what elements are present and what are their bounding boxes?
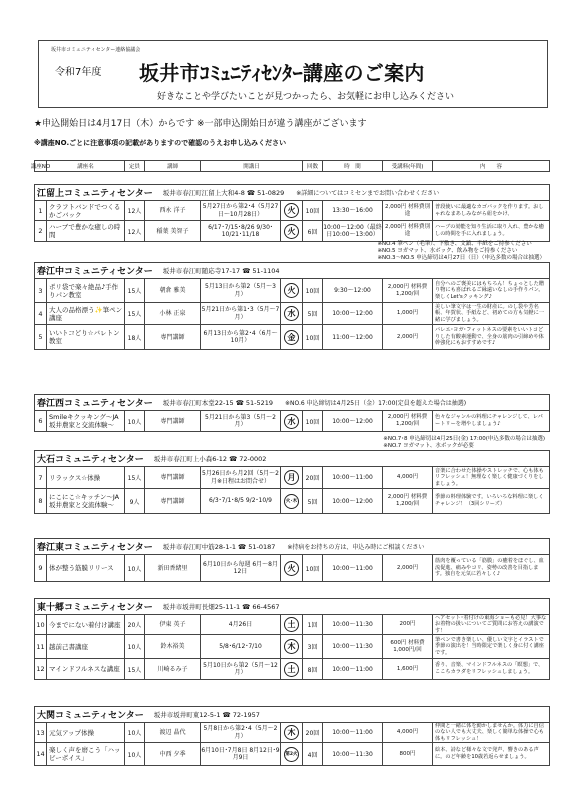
course-teacher: 専門講師 bbox=[145, 489, 201, 513]
course-period: 4月26日 bbox=[201, 615, 281, 634]
center-section-header bbox=[35, 395, 549, 411]
center-name: 春江中コミュニティセンター bbox=[37, 267, 153, 277]
course-fee: 2,000円 材料費別途 bbox=[383, 221, 433, 241]
center-name: 春江西コミュニティセンター bbox=[37, 399, 153, 409]
weekday-circle: 第2火 bbox=[284, 747, 299, 762]
col-capacity: 定員 bbox=[125, 161, 145, 171]
weekday-circle: 水 bbox=[284, 306, 299, 321]
weekday-circle: 火･木 bbox=[284, 494, 299, 509]
weekday-circle: 月 bbox=[284, 470, 299, 485]
center-section bbox=[34, 538, 550, 582]
course-number: 13 bbox=[35, 723, 47, 742]
center-note: ※持病をお持ちの方は、申込み時にご相談ください bbox=[287, 544, 425, 551]
center-name: 大関コミュニティセンター bbox=[37, 711, 144, 721]
center-address: 坂井市春江町本堂22-15 ☎ 51-5219 bbox=[162, 399, 274, 407]
page-title: 坂井市ｺﾐｭﾆﾃｨｾﾝﾀｰ講座のご案内 bbox=[139, 61, 425, 85]
course-name: 大人の品格漂う✨筆ペン講座 bbox=[47, 303, 125, 324]
course-number: 2 bbox=[35, 221, 47, 241]
page-subtitle: 好きなことや学びたいことが見つかったら、お気軽にお申し込みください bbox=[157, 92, 455, 102]
course-fee: 2,000円 bbox=[383, 555, 433, 581]
weekday-circle: 木 bbox=[284, 725, 299, 740]
course-period: 5月21日から第1･3（5月～7月） bbox=[201, 303, 281, 324]
weekday-circle: 水 bbox=[284, 414, 299, 429]
course-name: 体が整う筋膜リリース bbox=[47, 555, 125, 581]
weekday-circle: 火 bbox=[284, 283, 299, 298]
course-number: 10 bbox=[35, 615, 47, 634]
course-period: 6/3･7/1･8/5 9/2･10/9 bbox=[201, 489, 281, 513]
course-period: 5月10日から第2（5月～12月） bbox=[201, 659, 281, 679]
course-description: 筆ペンで書き楽しい、優しい文字とイラストで季節の演出を！当時限定で楽しく身に付く講座です。 bbox=[435, 636, 544, 656]
weekday-circle: 火 bbox=[284, 224, 299, 239]
course-fee: 4,000円 bbox=[383, 467, 433, 488]
course-session-count: 3回 bbox=[303, 635, 323, 658]
center-note-line: ※NO.3～NO.5 申込締切は4月27日（日）（申込多数の場合は抽選） bbox=[377, 255, 545, 261]
center-address: 坂井市春江町随応寺17-17 ☎ 51-1104 bbox=[162, 267, 280, 275]
course-time: 9:30～12:00 bbox=[323, 279, 383, 302]
course-weekday bbox=[281, 221, 303, 241]
course-session-count: 10回 bbox=[303, 555, 323, 581]
course-weekday bbox=[281, 615, 303, 634]
course-name: Smileキクッキング～JA坂井農家と交流体験～ bbox=[47, 411, 125, 431]
weekday-circle: 金 bbox=[284, 330, 299, 345]
course-description: 自分へのご褒美にはもちろん！ちょっとした贈り物にも喜ばれるご縁遠いなしの手作りパン。楽しくLet'sクッキング♪ bbox=[435, 280, 544, 300]
center-section-header bbox=[35, 539, 549, 555]
course-weekday bbox=[281, 659, 303, 679]
course-capacity: 10人 bbox=[125, 723, 145, 742]
course-capacity: 10人 bbox=[125, 635, 145, 658]
course-session-count: 10回 bbox=[303, 411, 323, 431]
table-row bbox=[35, 201, 549, 221]
course-weekday bbox=[281, 303, 303, 324]
course-name: にこにこ☆キッチン～JA坂井農家と交流体験～ bbox=[47, 489, 125, 513]
table-row bbox=[35, 303, 549, 325]
course-period: 5月27日から第2･4（5月27日～10月28日） bbox=[201, 201, 281, 220]
course-time: 10:00～11:30 bbox=[323, 615, 383, 634]
course-description: ヘアセット･着付けの東海ショーも必見！大事なお着物の扱いについてご質問にお答えの講演です！ bbox=[435, 614, 547, 634]
course-time: 13:30～16:00 bbox=[323, 201, 383, 220]
course-weekday bbox=[281, 325, 303, 349]
course-teacher: 渡辺 晶代 bbox=[145, 723, 201, 742]
table-row bbox=[35, 743, 549, 765]
course-time: 10:00～12:00 bbox=[323, 489, 383, 513]
course-name: いいトコどり☆バレトン教室 bbox=[47, 325, 125, 349]
course-weekday bbox=[281, 467, 303, 488]
col-name: 講座名 bbox=[47, 161, 125, 171]
course-number: 1 bbox=[35, 201, 47, 220]
col-count: 回数 bbox=[303, 161, 323, 171]
center-section-header bbox=[35, 707, 549, 723]
center-notes-above bbox=[377, 241, 545, 262]
course-period: 6月10日から毎週 6月～8月12日 bbox=[201, 555, 281, 581]
course-name: 越前己書講座 bbox=[47, 635, 125, 658]
table-row bbox=[35, 489, 549, 513]
center-address: 坂井市春江町江留上大和4-8 ☎ 51-0829 bbox=[162, 189, 285, 197]
table-row bbox=[35, 615, 549, 635]
course-weekday bbox=[281, 279, 303, 302]
course-teacher: 稲葉 美智子 bbox=[145, 221, 201, 241]
course-time: 10:00～11:00 bbox=[323, 555, 383, 581]
table-row bbox=[35, 659, 549, 679]
center-name: 江留上コミュニティセンター bbox=[37, 189, 153, 199]
table-row bbox=[35, 467, 549, 489]
course-teacher: 専門講師 bbox=[145, 411, 201, 431]
course-number: 5 bbox=[35, 325, 47, 349]
column-header-row bbox=[30, 160, 550, 172]
course-teacher: 川崎るみ子 bbox=[145, 659, 201, 679]
course-capacity: 15人 bbox=[125, 467, 145, 488]
course-description: 季節の料理体験です。いろいろな料理に楽しくチャレンジ！（3回シリーズ） bbox=[435, 494, 544, 507]
course-capacity: 15人 bbox=[125, 303, 145, 324]
col-teacher: 講師 bbox=[145, 161, 201, 171]
course-description: 絵本、詩など様々な文で発声、響きのある声に。のど年齢を10歳若返らせましょう。 bbox=[435, 747, 539, 760]
course-time: 10:00～11:00 bbox=[323, 723, 383, 742]
course-period: 6/17･7/15･8/26 9/30･10/21･11/18 bbox=[201, 221, 281, 241]
course-teacher: 中西 夕季 bbox=[145, 743, 201, 765]
course-period: 5月13日から第2（5月～3月） bbox=[201, 279, 281, 302]
center-note-line: ※NO.7･8 申込締切は4月25日(金) 17:00(申込多数の場合は抽選) bbox=[383, 436, 545, 442]
center-name: 春江東コミュニティセンター bbox=[37, 543, 153, 553]
course-description: 音楽に合わせた体操やストレッチで、心も体もリフレッシュ！無理なく楽しく健康づくりをしましょう。 bbox=[435, 467, 544, 487]
center-address: 坂井市坂井町長畑25-11-1 ☎ 66-4567 bbox=[162, 603, 280, 611]
course-description: 美しい筆文字は一生の財産に。のし袋や芳名帳、年賀状、手紙など、初めての方も気軽に一緒に学びましょう。 bbox=[435, 303, 544, 323]
course-number: 7 bbox=[35, 467, 47, 488]
course-number: 3 bbox=[35, 279, 47, 302]
col-fee: 受講料(年間) bbox=[383, 161, 433, 171]
course-teacher: 西永 洋子 bbox=[145, 201, 201, 220]
table-row bbox=[35, 279, 549, 303]
weekday-circle: 火 bbox=[284, 203, 299, 218]
col-time: 時 間 bbox=[323, 161, 383, 171]
fiscal-year-label: 令和7年度 bbox=[55, 67, 102, 78]
course-time: 10:00～12:00 bbox=[323, 411, 383, 431]
center-note-line: ※NO.7 ヨガマット、水ボックが必要 bbox=[383, 443, 474, 449]
course-capacity: 12人 bbox=[125, 201, 145, 220]
course-name: ポリ袋で楽々絶品♪手作りパン教室 bbox=[47, 279, 125, 302]
weekday-circle: 土 bbox=[284, 662, 299, 677]
course-number: 8 bbox=[35, 489, 47, 513]
course-description: 筋肉を覆っている「筋膜」の癒着をほぐし、血流促進、痛みやコリ、姿勢の改善を目指します。独自を元気に若々しく♪ bbox=[435, 558, 544, 578]
center-note-line: ※NO.4 筆ペン（毛筆）、下敷き、文鎮、半紙をご持参ください bbox=[377, 241, 532, 247]
col-content: 内 容 bbox=[479, 164, 502, 170]
center-name: 大石コミュニティセンター bbox=[37, 455, 144, 465]
course-name: ハーブで豊かな癒しの時間 bbox=[47, 221, 125, 241]
center-section-header bbox=[35, 436, 549, 467]
course-time: 10:00～11:00 bbox=[323, 467, 383, 488]
center-section-header bbox=[35, 185, 549, 201]
center-address: 坂井市坂井町東12-5-1 ☎ 72-1957 bbox=[153, 711, 260, 719]
col-period: 開講日 bbox=[201, 161, 303, 171]
course-period: 5月21日から第3（5月～2月） bbox=[201, 411, 281, 431]
course-teacher: 伊東 英子 bbox=[145, 615, 201, 634]
course-weekday bbox=[281, 201, 303, 220]
center-address: 坂井市春江町中筋28-1-1 ☎ 51-0187 bbox=[162, 543, 276, 551]
course-period: 6月10日･7月8日 8月12日･9月9日 bbox=[201, 743, 281, 765]
course-number: 11 bbox=[35, 635, 47, 658]
center-section bbox=[34, 436, 550, 514]
course-time: 10:00～12:00 bbox=[323, 303, 383, 324]
course-session-count: 20回 bbox=[303, 723, 323, 742]
table-row bbox=[35, 635, 549, 659]
course-session-count: 8回 bbox=[303, 659, 323, 679]
course-capacity: 10人 bbox=[125, 555, 145, 581]
course-fee: 200円 bbox=[383, 615, 433, 634]
course-period: 5月26日から月2回（5月～2月※日程はお問合せ） bbox=[201, 467, 281, 488]
center-section-header bbox=[35, 599, 549, 615]
course-name: マインドフルネスな講座 bbox=[47, 659, 125, 679]
course-capacity: 15人 bbox=[125, 279, 145, 302]
course-fee: 2,000円 bbox=[383, 325, 433, 349]
course-teacher: 朝倉 雅美 bbox=[145, 279, 201, 302]
center-section bbox=[34, 598, 550, 680]
course-session-count: 5回 bbox=[303, 303, 323, 324]
course-fee: 1,000円 bbox=[383, 303, 433, 324]
course-session-count: 10回 bbox=[303, 325, 323, 349]
course-name: クラフトバンドでつくるかごバック bbox=[47, 201, 125, 220]
course-weekday bbox=[281, 743, 303, 765]
course-number: 14 bbox=[35, 743, 47, 765]
course-capacity: 12人 bbox=[125, 221, 145, 241]
course-name: 元気アップ体操 bbox=[47, 723, 125, 742]
course-session-count: 1回 bbox=[303, 615, 323, 634]
course-weekday bbox=[281, 635, 303, 658]
course-capacity: 9人 bbox=[125, 489, 145, 513]
course-teacher: 新田香緒里 bbox=[145, 555, 201, 581]
course-teacher: 専門講師 bbox=[145, 467, 201, 488]
course-notes-notice: ※講座NO.ごとに注意事項の記載がありますので確認のうえお申し込みください bbox=[34, 139, 287, 147]
center-section bbox=[34, 394, 550, 432]
center-note-line: ※NO.5 ヨガマット、水ボック、飲み物をご持参ください bbox=[377, 248, 518, 254]
course-time: 10:00～11:00 bbox=[323, 659, 383, 679]
course-session-count: 6回 bbox=[303, 221, 323, 241]
table-row bbox=[35, 723, 549, 743]
course-number: 6 bbox=[35, 411, 47, 431]
center-section bbox=[34, 184, 550, 242]
course-description: バレエ･ヨガ･フィットネスの要素をいいトコどりした有酸素運動で、全身の筋肉の引締めや体幹強化にもおすすめです♪ bbox=[435, 327, 544, 347]
center-note: ※NO.6 申込締切は4月25日（金）17:00(定員を超えた場合は抽選) bbox=[285, 400, 467, 407]
course-fee: 1,600円 bbox=[383, 659, 433, 679]
center-notes-above bbox=[383, 436, 545, 450]
course-capacity: 20人 bbox=[125, 615, 145, 634]
course-capacity: 18人 bbox=[125, 325, 145, 349]
course-weekday bbox=[281, 411, 303, 431]
course-fee: 600円 材料費1,000円/回 bbox=[383, 635, 433, 658]
weekday-circle: 木 bbox=[284, 639, 299, 654]
course-name: 楽しく声を磨こう「ハッピーボイス」 bbox=[47, 743, 125, 765]
course-session-count: 4回 bbox=[303, 743, 323, 765]
course-time: 10:00～11:30 bbox=[323, 743, 383, 765]
center-section bbox=[34, 241, 550, 350]
header-box bbox=[38, 40, 548, 108]
course-period: 5/8･6/12･7/10 bbox=[201, 635, 281, 658]
course-description: 普段使いに最適なカゴバックを作ります。おしゃれなまあしみながら紐をかけ、 bbox=[435, 203, 544, 217]
course-time: 10:00～12:00（最終日10:00～13:00） bbox=[323, 221, 383, 241]
course-number: 12 bbox=[35, 659, 47, 679]
course-fee: 4,000円 bbox=[383, 723, 433, 742]
course-time: 10:00～11:30 bbox=[323, 635, 383, 658]
course-description: 香り、音楽、マインドフルネスの「瞑想」で、ここちカラダをリフレッシュしましょう。 bbox=[435, 662, 544, 675]
col-no: 講座NO bbox=[35, 161, 47, 171]
course-capacity: 10人 bbox=[125, 743, 145, 765]
weekday-circle: 火 bbox=[284, 561, 299, 576]
course-teacher: 小林 正泉 bbox=[145, 303, 201, 324]
course-capacity: 10人 bbox=[125, 411, 145, 431]
table-row bbox=[35, 325, 549, 349]
course-number: 4 bbox=[35, 303, 47, 324]
course-weekday bbox=[281, 555, 303, 581]
table-row bbox=[35, 221, 549, 241]
application-start-notice: ★申込開始日は4月17日（木）からです ※一部申込開始日が違う講座がございます bbox=[34, 119, 367, 129]
table-row bbox=[35, 411, 549, 431]
course-name: リラックス☆体操 bbox=[47, 467, 125, 488]
course-description: ハーブの効能を知り生活に取り入れ、豊かな癒しの時間を手に入れましょう。 bbox=[435, 224, 544, 237]
center-name: 東十郷コミュニティセンター bbox=[37, 603, 153, 613]
course-teacher: 専門講師 bbox=[145, 325, 201, 349]
course-session-count: 20回 bbox=[303, 467, 323, 488]
center-note: ※詳細についてはコミセンまでお問い合わせください bbox=[296, 190, 440, 197]
course-fee: 2,000円 材料費1,200/回 bbox=[383, 489, 433, 513]
course-period: 5月8日から第2･4（5月～2月） bbox=[201, 723, 281, 742]
course-fee: 2,000円 材料費1,200/回 bbox=[383, 279, 433, 302]
table-row bbox=[35, 555, 549, 581]
course-session-count: 10回 bbox=[303, 201, 323, 220]
course-weekday bbox=[281, 489, 303, 513]
center-section-header bbox=[35, 241, 549, 279]
course-time: 11:00～12:00 bbox=[323, 325, 383, 349]
org-name: 坂井市コミュニティセンター連絡協議会 bbox=[51, 47, 141, 53]
center-section bbox=[34, 706, 550, 766]
course-session-count: 5回 bbox=[303, 489, 323, 513]
course-teacher: 鈴木裕美 bbox=[145, 635, 201, 658]
course-fee: 2,000円 材料費1,200/回 bbox=[383, 411, 433, 431]
center-address: 坂井市春江町上小森6-12 ☎ 72-0002 bbox=[153, 455, 267, 463]
course-session-count: 10回 bbox=[303, 279, 323, 302]
course-capacity: 15人 bbox=[125, 659, 145, 679]
course-fee: 800円 bbox=[383, 743, 433, 765]
weekday-circle: 土 bbox=[284, 617, 299, 632]
course-weekday bbox=[281, 723, 303, 742]
course-fee: 2,000円 材料費別途 bbox=[383, 201, 433, 220]
course-description: 仲間と一緒に体を動かしませんか。体力に自信のない人でも大丈夫、楽しく簡単な体操で心も体もリフレッシュ！ bbox=[435, 722, 544, 742]
course-period: 6月13日から第2･4（6月～10月） bbox=[201, 325, 281, 349]
course-number: 9 bbox=[35, 555, 47, 581]
course-name: 今までにない着付け講座 bbox=[47, 615, 125, 634]
course-description: 色々なジャンルの料理にチャレンジして、レパートリーを増やしましょう♪ bbox=[435, 414, 543, 427]
